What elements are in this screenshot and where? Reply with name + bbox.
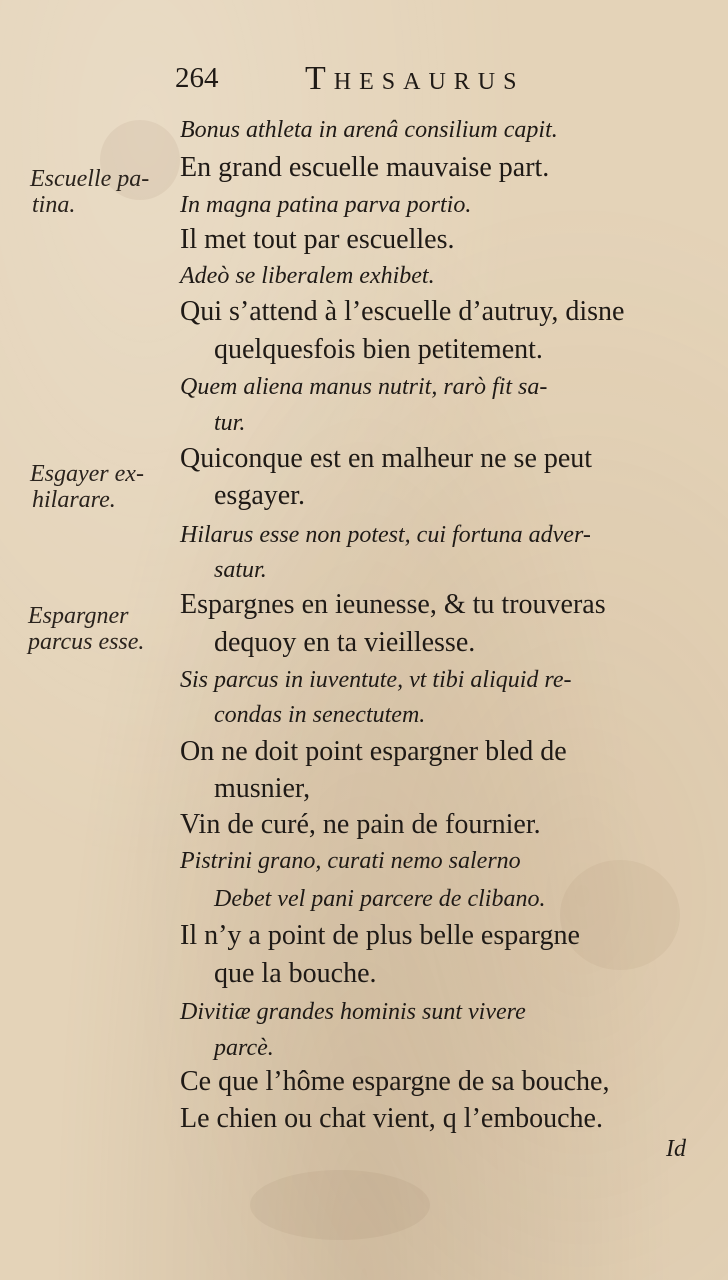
text-line-latin: Pistrini grano, curati nemo salerno	[180, 848, 521, 874]
text-line-french: Il met tout par escuelles.	[180, 224, 455, 255]
text-line-french: Le chien ou chat vient, q l’embouche.	[180, 1103, 603, 1134]
sidenote-espargner	[28, 603, 178, 656]
text-line-latin: Bonus athleta in arenâ consilium capit.	[180, 117, 558, 143]
text-line-latin: Sis parcus in iuventute, vt tibi aliquid re-	[180, 667, 572, 693]
text-line-french: Ce que l’hôme espargne de sa bouche,	[180, 1066, 610, 1097]
text-line-latin: parcè.	[214, 1035, 274, 1061]
sidenote-esgayer	[30, 461, 180, 514]
text-line-latin: satur.	[214, 557, 267, 583]
text-line-latin: In magna patina parva portio.	[180, 192, 472, 218]
sidenote-line: Espargner	[28, 603, 129, 629]
text-line-latin: Hilarus esse non potest, cui fortuna adver-	[180, 522, 591, 548]
text-line-french: Il n’y a point de plus belle espargne	[180, 920, 580, 951]
text-line-latin: condas in senectutem.	[214, 702, 426, 728]
sidenote-line: Escuelle pa-	[30, 166, 150, 192]
paper-stain	[560, 860, 680, 970]
text-line-french: Qui s’attend à l’escuelle d’autruy, disne	[180, 296, 625, 327]
page-number: 264	[175, 62, 219, 94]
sidenote-line: parcus esse.	[28, 629, 145, 656]
text-line-french: Espargnes en ieunesse, & tu trouveras	[180, 589, 606, 620]
text-line-french: que la bouche.	[214, 958, 377, 989]
text-line-french: musnier,	[214, 773, 311, 804]
text-line-latin: Divitiæ grandes hominis sunt vivere	[180, 999, 526, 1025]
page-header	[175, 62, 645, 102]
text-line-latin: tur.	[214, 410, 246, 436]
text-line-french: En grand escuelle mauvaise part.	[180, 152, 550, 183]
sidenote-line: tina.	[32, 192, 76, 219]
sidenote-line: hilarare.	[32, 487, 116, 514]
catchword: Id	[666, 1136, 686, 1162]
text-line-latin: Adeò se liberalem exhibet.	[180, 263, 435, 289]
text-line-latin: Debet vel pani parcere de clibano.	[214, 886, 546, 912]
running-head-title: Thesaurus	[305, 60, 525, 97]
paper-stain	[250, 1170, 430, 1240]
text-line-french: Vin de curé, ne pain de fournier.	[180, 809, 541, 840]
text-line-french: Quiconque est en malheur ne se peut	[180, 443, 593, 474]
text-line-french: On ne doit point espargner bled de	[180, 736, 567, 767]
text-line-french: esgayer.	[214, 480, 305, 511]
text-line-latin: Quem aliena manus nutrit, rarò fit sa-	[180, 374, 548, 400]
text-line-french: quelquesfois bien petitement.	[214, 334, 543, 365]
sidenote-line: Esgayer ex-	[30, 461, 144, 487]
sidenote-escuelle	[30, 166, 180, 219]
text-line-french: dequoy en ta vieillesse.	[214, 627, 476, 658]
